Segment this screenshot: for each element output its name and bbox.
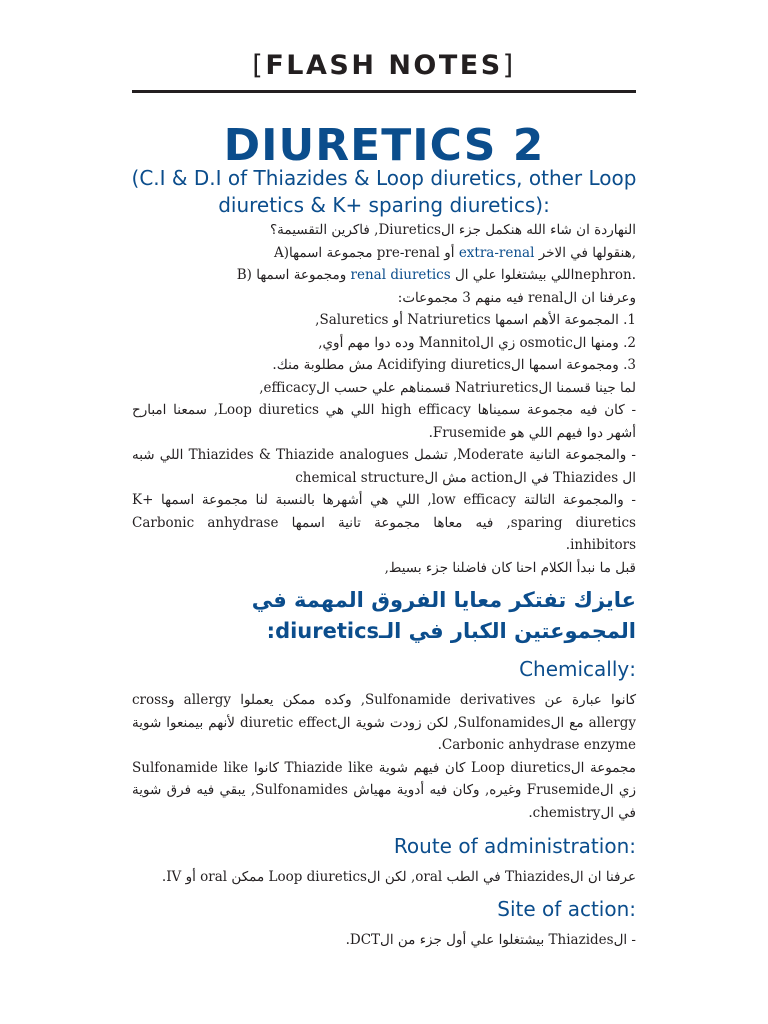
extra-renal-term: extra-renal (458, 244, 535, 261)
section-main-heading: عايزك تفتكر معايا الفروق المهمة في المجموعتين الكبار في الـdiuretics: (251, 588, 636, 643)
list-item: 3. ومجموعة اسمها الAcidifying diuretics مش مطلوبة منك. (272, 357, 636, 373)
intro-a-tail: هنقولها في الاخر, (534, 244, 636, 261)
header-text: FLASH NOTES (265, 50, 503, 81)
intro-b-text: B) ومجموعة اسمها (236, 267, 351, 283)
page-subtitle: (C.I & D.I of Thiazides & Loop diuretics, other Loop diuretics & K+ sparing diuretics): (131, 166, 637, 217)
chemically-paragraph: كانوا عبارة عن Sulfonamide derivatives, وكده ممكن يعملوا allergy وcross allergy مع الSulfonamides, لكن زودت شوية الdiuretic effect لأنهم بيمنعوا شوية Carbonic anhydrase enzyme. (132, 692, 637, 753)
chemically-heading: :Chemically (519, 657, 636, 681)
intro-line-b (132, 264, 636, 287)
intro-line: قبل ما نبدأ الكلام احنا كان فاضلنا جزء بسيط, (384, 559, 636, 576)
intro-b-tail: اللي بيشتغلوا علي الnephron. (450, 267, 636, 283)
list-item: 2. ومنها الosmotic زي الMannitol وده دوا مهم أوي, (318, 334, 636, 351)
list-item: - والمجموعة التانية Moderate, تشمل Thiazides & Thiazide analogues اللي شبه ال Thiazides في الaction مش الchemical structure (132, 447, 636, 486)
list-item: - كان فيه مجموعة سميناها high efficacy اللي هي Loop diuretics, سمعنا امبارح أشهر دوا فيهم اللي هو Frusemide. (132, 402, 637, 441)
intro-line: لما جينا قسمنا الNatriuretics قسمناهم علي حسب الefficacy, (259, 379, 636, 396)
page-title: DIURETICS 2 (223, 120, 545, 171)
header-divider (132, 90, 636, 93)
chemically-paragraph: مجموعة الLoop diuretics كان فيهم شوية Thiazide like كانوا Sulfonamide like زي الFrusemide وغيره, وكان فيه أدوية مهياش Sulfonamides, يبقي فيه فرق شوية في الchemistry. (132, 759, 636, 821)
intro-line-a (132, 242, 636, 265)
header-close-bracket: ] (502, 50, 516, 81)
article-body (132, 219, 636, 951)
site-paragraph: - الThiazides بيشتغلوا علي أول جزء من الDCT. (345, 931, 636, 948)
list-item: 1. المجموعة الأهم اسمها Natriuretics أو Saluretics, (315, 312, 636, 328)
flash-notes-header (132, 50, 636, 81)
header-open-bracket: [ (252, 50, 266, 81)
site-heading: :Site of action (497, 896, 636, 921)
intro-line: وعرفنا ان الrenal فيه منهم 3 مجموعات: (397, 289, 636, 306)
list-item: - والمجموعة التالتة low efficacy, اللي هي أشهرها بالنسبة لنا مجموعة اسمها K+ sparing diuretics, فيه معاها مجموعة تانية اسمها Carbonic anhydrase inhibitors. (132, 492, 636, 553)
renal-diuretics-term: renal diuretics (350, 267, 451, 283)
route-paragraph: عرفنا ان الThiazides في الطب oral, لكن الLoop diuretics ممكن oral أو IV. (161, 869, 636, 885)
route-heading: :Route of administration (393, 834, 636, 858)
intro-line: النهاردة ان شاء الله هنكمل جزء الDiuretics, فاكرين التقسيمة؟ (270, 222, 636, 238)
intro-a-text: A)مجموعة اسمها pre-renal أو (273, 244, 459, 261)
